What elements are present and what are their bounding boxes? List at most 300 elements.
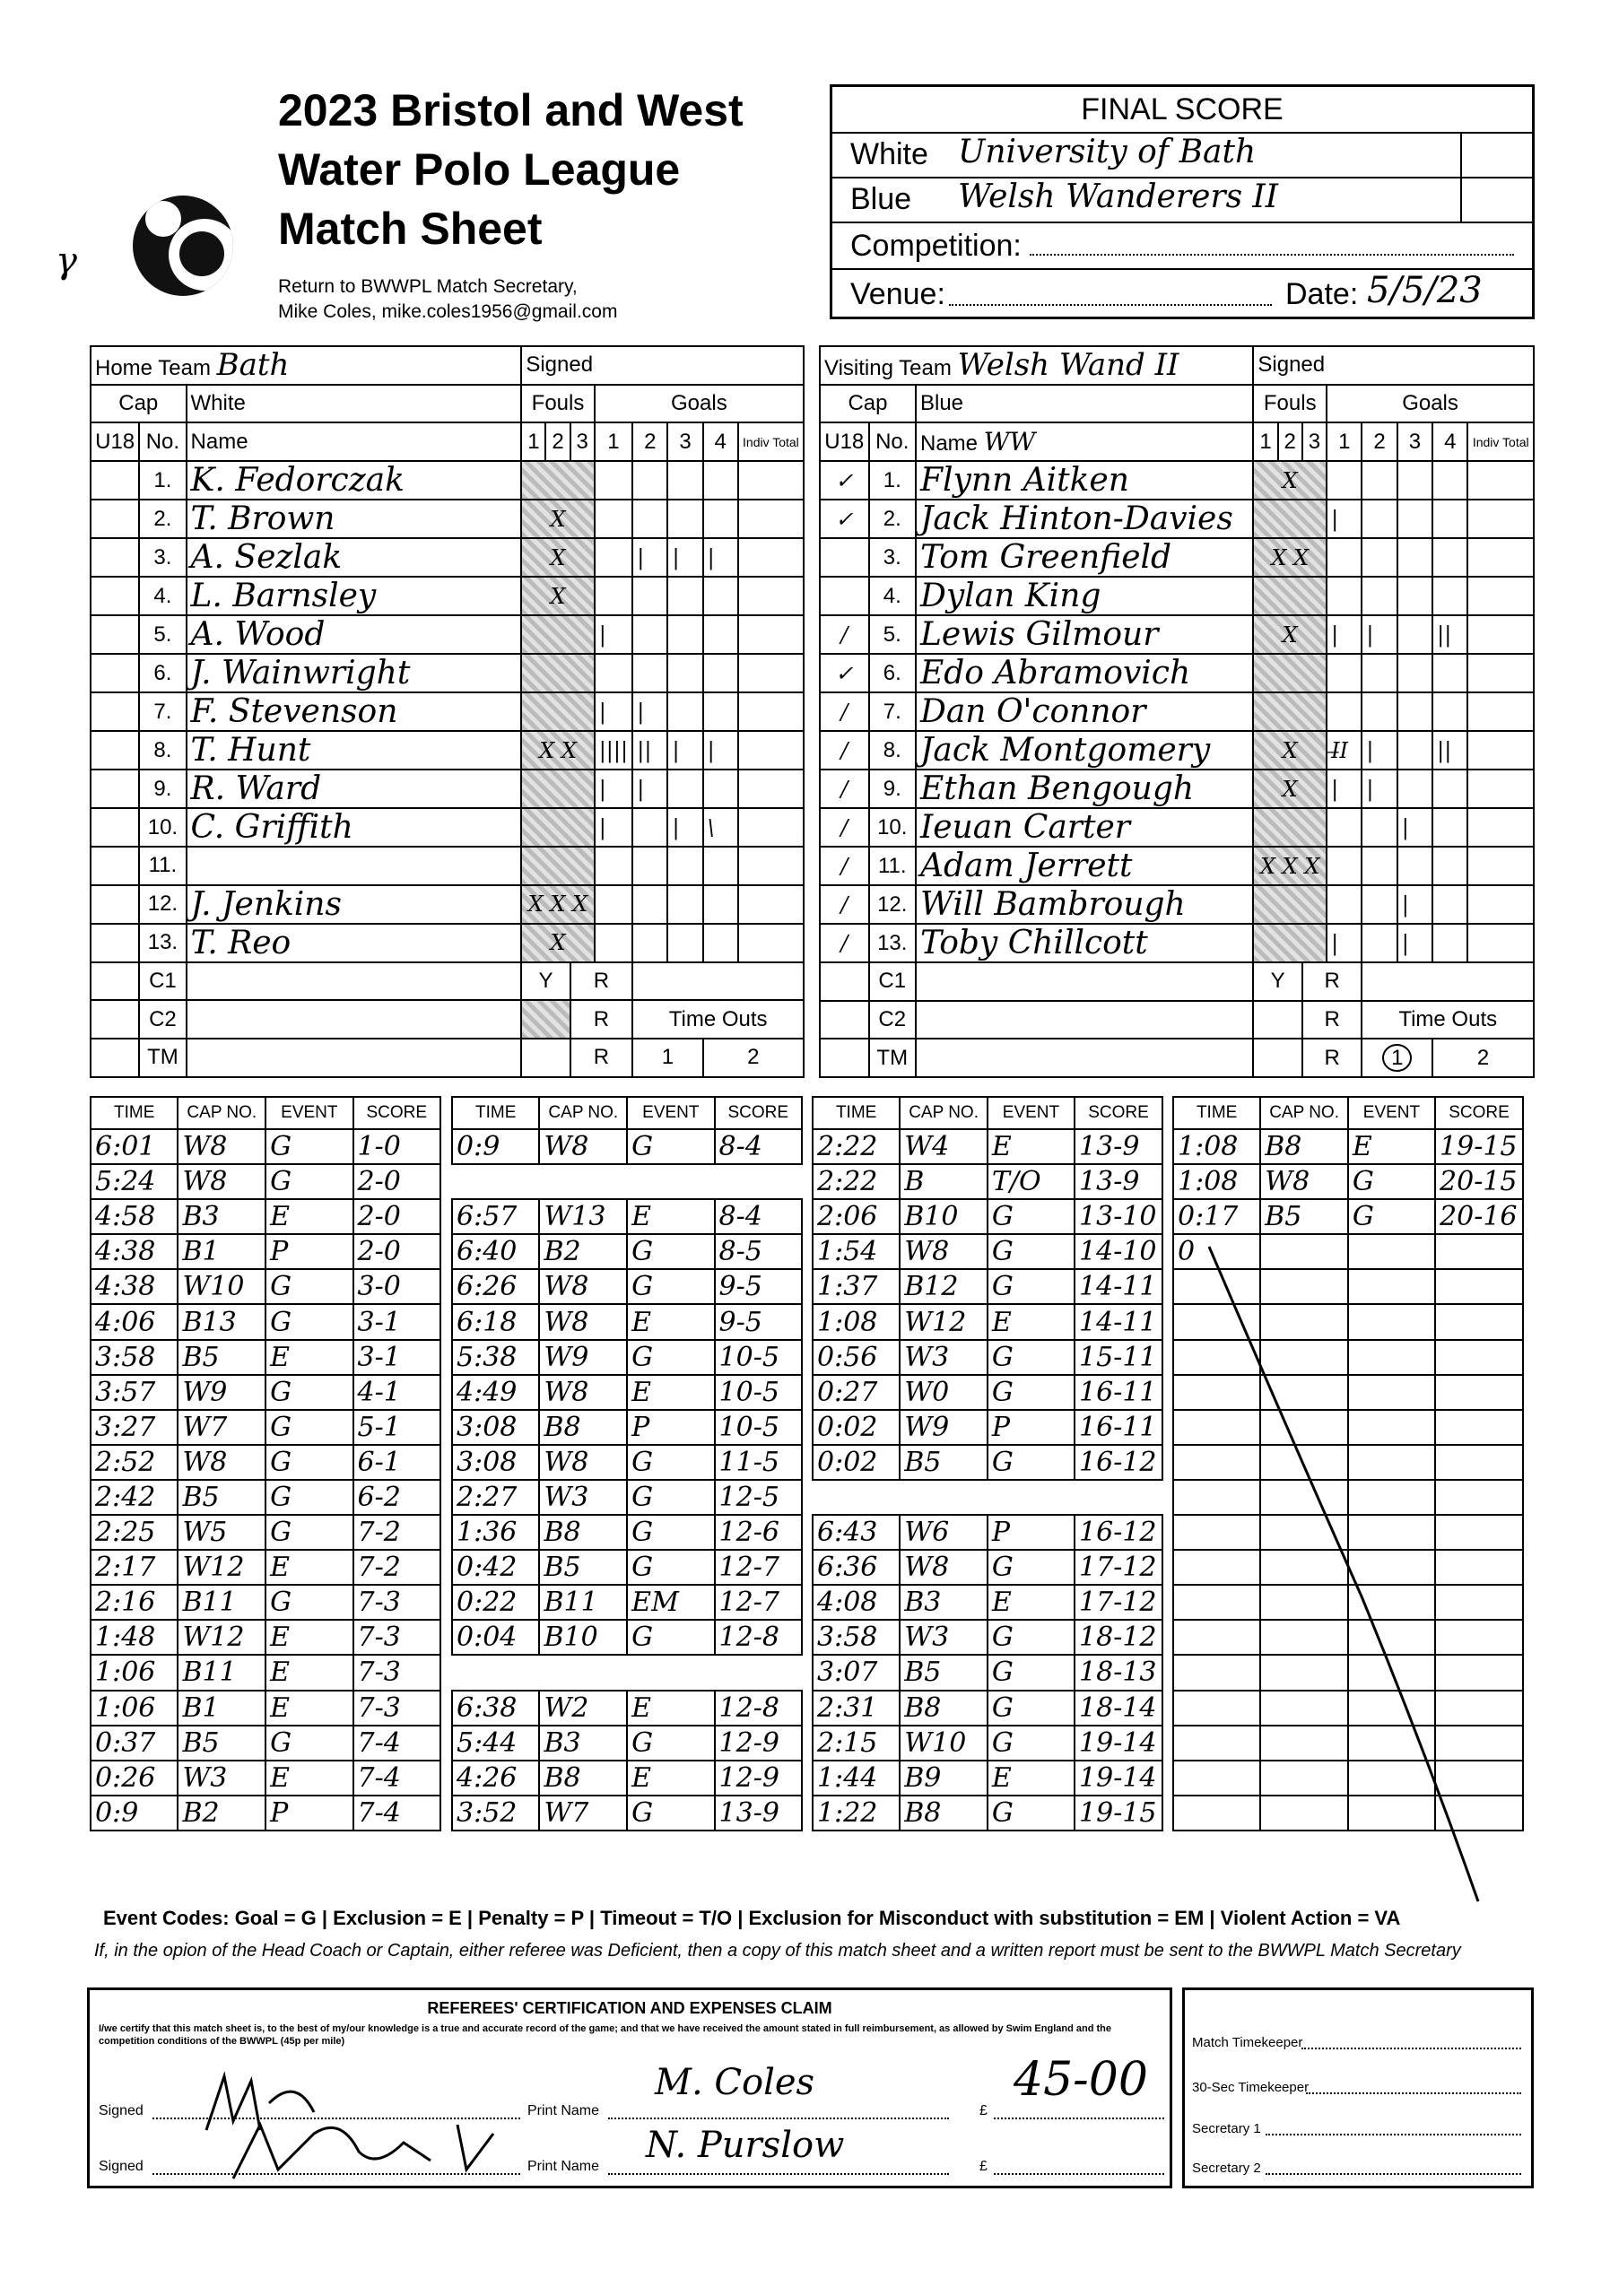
goal-tally — [632, 500, 667, 538]
goal-tally: | — [1327, 924, 1362, 962]
event-time: 1:06 — [91, 1655, 178, 1690]
goal-tally — [1327, 885, 1362, 924]
goal-tally — [1432, 538, 1467, 577]
event-cap: W7 — [539, 1796, 627, 1831]
foul-col-3: 3 — [1302, 422, 1327, 461]
time-out-1: 1 — [632, 1039, 702, 1077]
indiv-total — [1467, 615, 1534, 654]
goals-header: Goals — [595, 385, 804, 423]
event-time: 6:40 — [452, 1234, 539, 1269]
referee-signature-2 — [224, 2107, 520, 2192]
event-row — [813, 1234, 1162, 1269]
goal-tally — [595, 847, 633, 885]
event-score: 15-11 — [1075, 1340, 1162, 1375]
fouls-cell: X X X — [521, 885, 594, 924]
fouls-cell — [521, 654, 594, 692]
event-row — [813, 1726, 1162, 1761]
no-header: No. — [869, 422, 916, 461]
u18-mark — [91, 500, 139, 538]
indiv-total — [1467, 731, 1534, 770]
home-team-name: Bath — [216, 347, 290, 384]
event-table-3 — [812, 1096, 1163, 1831]
event-event: E — [627, 1761, 714, 1796]
event-event: E — [988, 1585, 1075, 1620]
goal-tally — [703, 577, 738, 615]
event-cap: B2 — [539, 1234, 627, 1269]
u18-mark — [91, 885, 139, 924]
event-score: 19-14 — [1075, 1726, 1162, 1761]
print-name-label-1: Print Name — [527, 2103, 600, 2118]
goal-tally — [1327, 577, 1362, 615]
event-cap: W8 — [539, 1304, 627, 1339]
event-row — [1173, 1164, 1523, 1199]
event-score: 6-1 — [353, 1445, 440, 1480]
event-time: 0:37 — [91, 1726, 178, 1761]
player-row — [91, 692, 804, 731]
goal-tally — [1432, 500, 1467, 538]
event-event: E — [265, 1655, 352, 1690]
secretary2-label: Secretary 2 — [1192, 2161, 1261, 2176]
match-timekeeper-label: Match Timekeeper — [1192, 2035, 1303, 2050]
event-row — [813, 1304, 1162, 1339]
indiv-total — [1467, 500, 1534, 538]
player-row — [91, 615, 804, 654]
tm-label: TM — [139, 1039, 186, 1077]
goal-tally: | — [1362, 731, 1397, 770]
u18-mark: ✓ — [820, 654, 869, 692]
player-row — [820, 885, 1534, 924]
event-score: 2-0 — [353, 1199, 440, 1234]
event-row — [452, 1796, 802, 1831]
event-time: 6:38 — [452, 1691, 539, 1726]
event-row — [1173, 1129, 1523, 1164]
blue-team-value: Welsh Wanderers II — [958, 178, 1278, 215]
indiv-total — [738, 577, 804, 615]
event-header-cap: CAP NO. — [900, 1097, 988, 1129]
event-row — [91, 1761, 440, 1796]
red-card: R — [1302, 1001, 1362, 1039]
event-score: 7-3 — [353, 1691, 440, 1726]
goal-tally: || — [632, 731, 667, 770]
indiv-total — [738, 885, 804, 924]
event-score: 9-5 — [715, 1269, 802, 1304]
event-cap: W6 — [900, 1515, 988, 1550]
event-codes: Event Codes: Goal = G | Exclusion = E | Penalty = P | Timeout = T/O | Exclusion for Misconduct with substitution = EM | Violent Action = VA — [103, 1907, 1401, 1929]
fouls-cell — [1253, 577, 1327, 615]
time-out-1-circled: 1 — [1382, 1044, 1412, 1072]
event-cap: B5 — [900, 1655, 988, 1690]
event-cap: B11 — [178, 1585, 265, 1620]
event-event: G — [627, 1726, 714, 1761]
goal-tally: | — [632, 770, 667, 808]
player-row — [91, 924, 804, 962]
u18-mark — [91, 770, 139, 808]
fouls-cell: X X — [1253, 538, 1327, 577]
goal-col-4: 4 — [703, 422, 738, 461]
goal-tally — [1397, 847, 1432, 885]
event-cap: W8 — [539, 1375, 627, 1410]
league-logo — [133, 196, 233, 296]
event-header-event: EVENT — [1348, 1097, 1435, 1129]
red-card: R — [570, 1039, 633, 1077]
u18-mark: ✓ — [820, 461, 869, 500]
ref-heading: REFEREES' CERTIFICATION AND EXPENSES CLAIM — [427, 1999, 832, 2017]
event-event: E — [627, 1199, 714, 1234]
cap-number: 2. — [869, 500, 916, 538]
fouls-header: Fouls — [1253, 385, 1327, 423]
event-score: 17-12 — [1075, 1585, 1162, 1620]
goal-tally: I̶I — [1327, 731, 1362, 770]
event-score: 17-12 — [1075, 1550, 1162, 1585]
player-row — [820, 692, 1534, 731]
goal-tally — [1362, 654, 1397, 692]
player-name: Flynn Aitken — [916, 461, 1253, 500]
fouls-cell: X — [521, 538, 594, 577]
event-row — [813, 1480, 1162, 1515]
event-event: E — [265, 1761, 352, 1796]
event-row — [452, 1726, 802, 1761]
indiv-total — [738, 847, 804, 885]
event-cap: W8 — [178, 1164, 265, 1199]
event-score: 7-4 — [353, 1796, 440, 1831]
timekeepers-box — [1182, 1987, 1534, 2188]
u18-mark: / — [820, 692, 869, 731]
event-time: 2:31 — [813, 1691, 900, 1726]
u18-mark: / — [820, 924, 869, 962]
indiv-total — [738, 808, 804, 847]
event-row — [452, 1515, 802, 1550]
player-name: Jack Montgomery — [916, 731, 1253, 770]
event-event: G — [627, 1480, 714, 1515]
red-card: R — [570, 962, 633, 1001]
goal-tally — [1432, 885, 1467, 924]
goal-tally — [1397, 538, 1432, 577]
goal-tally — [703, 654, 738, 692]
goal-col-1: 1 — [595, 422, 633, 461]
secretary1-label: Secretary 1 — [1192, 2121, 1261, 2136]
goal-tally: | — [595, 808, 633, 847]
player-row — [91, 731, 804, 770]
event-event: E — [627, 1375, 714, 1410]
event-event: E — [1348, 1129, 1435, 1164]
event-event: G — [627, 1234, 714, 1269]
goal-tally — [632, 461, 667, 500]
fouls-cell: X X X — [1253, 847, 1327, 885]
goal-tally: | — [632, 692, 667, 731]
goal-tally — [667, 577, 702, 615]
event-event: G — [627, 1515, 714, 1550]
time-out-2: 2 — [1432, 1039, 1534, 1077]
event-time: 1:36 — [452, 1515, 539, 1550]
event-header-score: SCORE — [715, 1097, 802, 1129]
player-name: J. Wainwright — [187, 654, 522, 692]
event-event: G — [988, 1620, 1075, 1655]
event-score: 8-5 — [715, 1234, 802, 1269]
event-event: E — [265, 1691, 352, 1726]
cap-number: 11. — [869, 847, 916, 885]
player-name: T. Hunt — [187, 731, 522, 770]
goal-tally: | — [1362, 615, 1397, 654]
goal-tally — [632, 885, 667, 924]
event-score: 18-12 — [1075, 1620, 1162, 1655]
event-cap: B3 — [178, 1199, 265, 1234]
player-name: Adam Jerrett — [916, 847, 1253, 885]
player-name: A. Sezlak — [187, 538, 522, 577]
u18-mark — [91, 538, 139, 577]
return-address: Return to BWWPL Match Secretary, Mike Coles, mike.coles1956@gmail.com — [278, 276, 618, 322]
event-time: 6:36 — [813, 1550, 900, 1585]
indiv-total — [1467, 847, 1534, 885]
sec30-timekeeper-label: 30-Sec Timekeeper — [1192, 2080, 1310, 2095]
event-row — [813, 1375, 1162, 1410]
goal-tally — [1397, 500, 1432, 538]
u18-mark: ✓ — [820, 500, 869, 538]
goal-tally — [632, 615, 667, 654]
event-row — [91, 1410, 440, 1445]
event-event: E — [988, 1304, 1075, 1339]
signed-label-2: Signed — [99, 2159, 144, 2174]
goal-tally: | — [703, 538, 738, 577]
event-time: 3:08 — [452, 1410, 539, 1445]
goal-col-2: 2 — [632, 422, 667, 461]
event-table-1 — [90, 1096, 441, 1831]
event-time: 4:08 — [813, 1585, 900, 1620]
event-header-cap: CAP NO. — [539, 1097, 627, 1129]
event-time: 4:26 — [452, 1761, 539, 1796]
goal-tally — [1327, 692, 1362, 731]
deficient-referee-note: If, in the opion of the Head Coach or Captain, either referee was Deficient, then a copy of this match sheet and a written report must be sent to the BWWPL Match Secretary — [94, 1941, 1461, 1961]
indiv-total — [1467, 461, 1534, 500]
u18-mark: / — [820, 731, 869, 770]
event-cap: W3 — [178, 1761, 265, 1796]
event-score: 7-3 — [353, 1655, 440, 1690]
event-event: P — [265, 1234, 352, 1269]
indiv-total — [738, 615, 804, 654]
fouls-cell — [1253, 692, 1327, 731]
event-row — [91, 1585, 440, 1620]
event-event: E — [265, 1199, 352, 1234]
event-row — [813, 1410, 1162, 1445]
event-row — [452, 1761, 802, 1796]
goal-tally: | — [595, 692, 633, 731]
event-row — [813, 1199, 1162, 1234]
yellow-card: Y — [1253, 962, 1301, 1001]
player-name: Jack Hinton-Davies — [916, 500, 1253, 538]
event-time: 2:22 — [813, 1164, 900, 1199]
goal-tally — [703, 500, 738, 538]
fouls-cell — [521, 615, 594, 654]
event-score: 8-4 — [715, 1129, 802, 1164]
event-cap: W8 — [178, 1129, 265, 1164]
visiting-roster — [819, 345, 1535, 1078]
event-score: 13-10 — [1075, 1199, 1162, 1234]
event-cap: W12 — [178, 1550, 265, 1585]
player-row — [820, 731, 1534, 770]
blue-label: Blue — [850, 182, 912, 216]
event-header-score: SCORE — [1435, 1097, 1523, 1129]
event-event: G — [627, 1550, 714, 1585]
goal-tally — [1432, 692, 1467, 731]
event-row — [452, 1550, 802, 1585]
event-score: 12-5 — [715, 1480, 802, 1515]
event-score: 13-9 — [715, 1796, 802, 1831]
player-name: A. Wood — [187, 615, 522, 654]
u18-mark: / — [820, 885, 869, 924]
venue-row — [832, 268, 1532, 318]
event-time: 3:58 — [91, 1340, 178, 1375]
event-score: 16-12 — [1075, 1515, 1162, 1550]
event-row — [452, 1375, 802, 1410]
goal-tally — [667, 770, 702, 808]
indiv-total — [738, 654, 804, 692]
fouls-cell — [521, 692, 594, 731]
event-event: G — [265, 1445, 352, 1480]
time-outs-label: Time Outs — [1362, 1001, 1534, 1039]
event-cap: W10 — [900, 1726, 988, 1761]
event-time: 4:49 — [452, 1375, 539, 1410]
event-event: G — [265, 1129, 352, 1164]
venue-label: Venue: — [850, 277, 945, 311]
event-time: 0:9 — [452, 1129, 539, 1164]
referee-1-name: M. Coles — [655, 2062, 815, 2103]
player-row — [91, 654, 804, 692]
cap-number: 3. — [869, 538, 916, 577]
name-header: Name — [187, 422, 522, 461]
goals-header: Goals — [1327, 385, 1534, 423]
event-time: 6:26 — [452, 1269, 539, 1304]
goal-tally — [1432, 808, 1467, 847]
goal-tally — [632, 577, 667, 615]
event-event: G — [265, 1726, 352, 1761]
goal-tally: | — [667, 808, 702, 847]
fouls-cell — [1253, 500, 1327, 538]
event-header-score: SCORE — [1075, 1097, 1162, 1129]
event-row — [813, 1269, 1162, 1304]
cap-number: 9. — [869, 770, 916, 808]
event-time: 3:07 — [813, 1655, 900, 1690]
visiting-team-name: Welsh Wand II — [957, 347, 1179, 384]
goal-tally — [1432, 847, 1467, 885]
u18-header: U18 — [820, 422, 869, 461]
ref-text: I/we certify that this match sheet is, to the best of my/our knowledge is a true and accurate record of the game; and that we have received the amount stated in full reimbursement, as allowed by Swim England and the competition conditions of the BWWPL (45p per mile) — [99, 2023, 1111, 2047]
indiv-total-header: Indiv Total — [1467, 422, 1534, 461]
player-name: Toby Chillcott — [916, 924, 1253, 962]
goal-tally — [1362, 924, 1397, 962]
event-event: G — [988, 1726, 1075, 1761]
event-header-event: EVENT — [627, 1097, 714, 1129]
no-header: No. — [139, 422, 186, 461]
home-colour-header: White — [187, 385, 522, 423]
event-row — [91, 1796, 440, 1831]
event-row — [91, 1550, 440, 1585]
goal-tally — [1397, 461, 1432, 500]
event-row — [452, 1199, 802, 1234]
player-row — [820, 654, 1534, 692]
yellow-card: Y — [521, 962, 570, 1001]
event-score: 12-8 — [715, 1691, 802, 1726]
event-header-time: TIME — [452, 1097, 539, 1129]
goal-tally: | — [1362, 770, 1397, 808]
goal-tally: | — [1397, 808, 1432, 847]
pound-label-1: £ — [979, 2103, 988, 2118]
sheet-title: 2023 Bristol and West Water Polo League Match Sheet — [278, 85, 744, 254]
event-time: 6:01 — [91, 1129, 178, 1164]
event-header-score: SCORE — [353, 1097, 440, 1129]
signed-label-1: Signed — [99, 2103, 144, 2118]
event-score: 14-11 — [1075, 1269, 1162, 1304]
event-time: 0:17 — [1173, 1199, 1260, 1234]
event-cap: W8 — [1260, 1164, 1348, 1199]
event-cap: W3 — [900, 1340, 988, 1375]
goal-tally — [703, 692, 738, 731]
event-row — [91, 1269, 440, 1304]
goal-tally — [1397, 731, 1432, 770]
cap-number: 5. — [869, 615, 916, 654]
referee-2-name: N. Purslow — [646, 2125, 845, 2166]
player-name: F. Stevenson — [187, 692, 522, 731]
event-score: 3-1 — [353, 1304, 440, 1339]
u18-mark: / — [820, 615, 869, 654]
event-score: 14-10 — [1075, 1234, 1162, 1269]
event-score: 12-8 — [715, 1620, 802, 1655]
player-name: Ethan Bengough — [916, 770, 1253, 808]
time-outs-label: Time Outs — [632, 1000, 804, 1039]
u18-mark — [91, 731, 139, 770]
signature-2-scribble — [224, 2107, 520, 2187]
event-score: 4-1 — [353, 1375, 440, 1410]
goal-tally — [1397, 654, 1432, 692]
fouls-cell — [521, 847, 594, 885]
fouls-cell — [1253, 924, 1327, 962]
cap-number: 7. — [139, 692, 186, 731]
event-cap: B5 — [539, 1550, 627, 1585]
event-event: G — [627, 1129, 714, 1164]
u18-mark — [91, 615, 139, 654]
name-header: Name — [919, 431, 979, 457]
event-cap: W3 — [539, 1480, 627, 1515]
event-score: 10-5 — [715, 1375, 802, 1410]
event-cap: B8 — [539, 1410, 627, 1445]
event-score: 20-15 — [1435, 1164, 1523, 1199]
event-row — [91, 1726, 440, 1761]
event-event: P — [265, 1796, 352, 1831]
event-time: 4:38 — [91, 1269, 178, 1304]
player-name: R. Ward — [187, 770, 522, 808]
event-row — [91, 1340, 440, 1375]
event-score: 8-4 — [715, 1199, 802, 1234]
event-score: 18-13 — [1075, 1655, 1162, 1690]
goal-col-2: 2 — [1362, 422, 1397, 461]
goal-tally — [595, 461, 633, 500]
event-time: 1:08 — [1173, 1164, 1260, 1199]
event-time: 1:54 — [813, 1234, 900, 1269]
goal-tally — [1327, 538, 1362, 577]
event-header-time: TIME — [1173, 1097, 1260, 1129]
event-cap: B13 — [178, 1304, 265, 1339]
goal-tally — [1362, 847, 1397, 885]
player-name: Dylan King — [916, 577, 1253, 615]
event-cap: B3 — [539, 1726, 627, 1761]
event-score: 12-7 — [715, 1550, 802, 1585]
fouls-cell: X — [521, 924, 594, 962]
event-time: 2:42 — [91, 1480, 178, 1515]
player-name: Will Bambrough — [916, 885, 1253, 924]
event-cap: B5 — [900, 1445, 988, 1480]
event-event: G — [988, 1234, 1075, 1269]
event-cap: B — [900, 1164, 988, 1199]
goal-tally — [667, 461, 702, 500]
event-row — [91, 1691, 440, 1726]
